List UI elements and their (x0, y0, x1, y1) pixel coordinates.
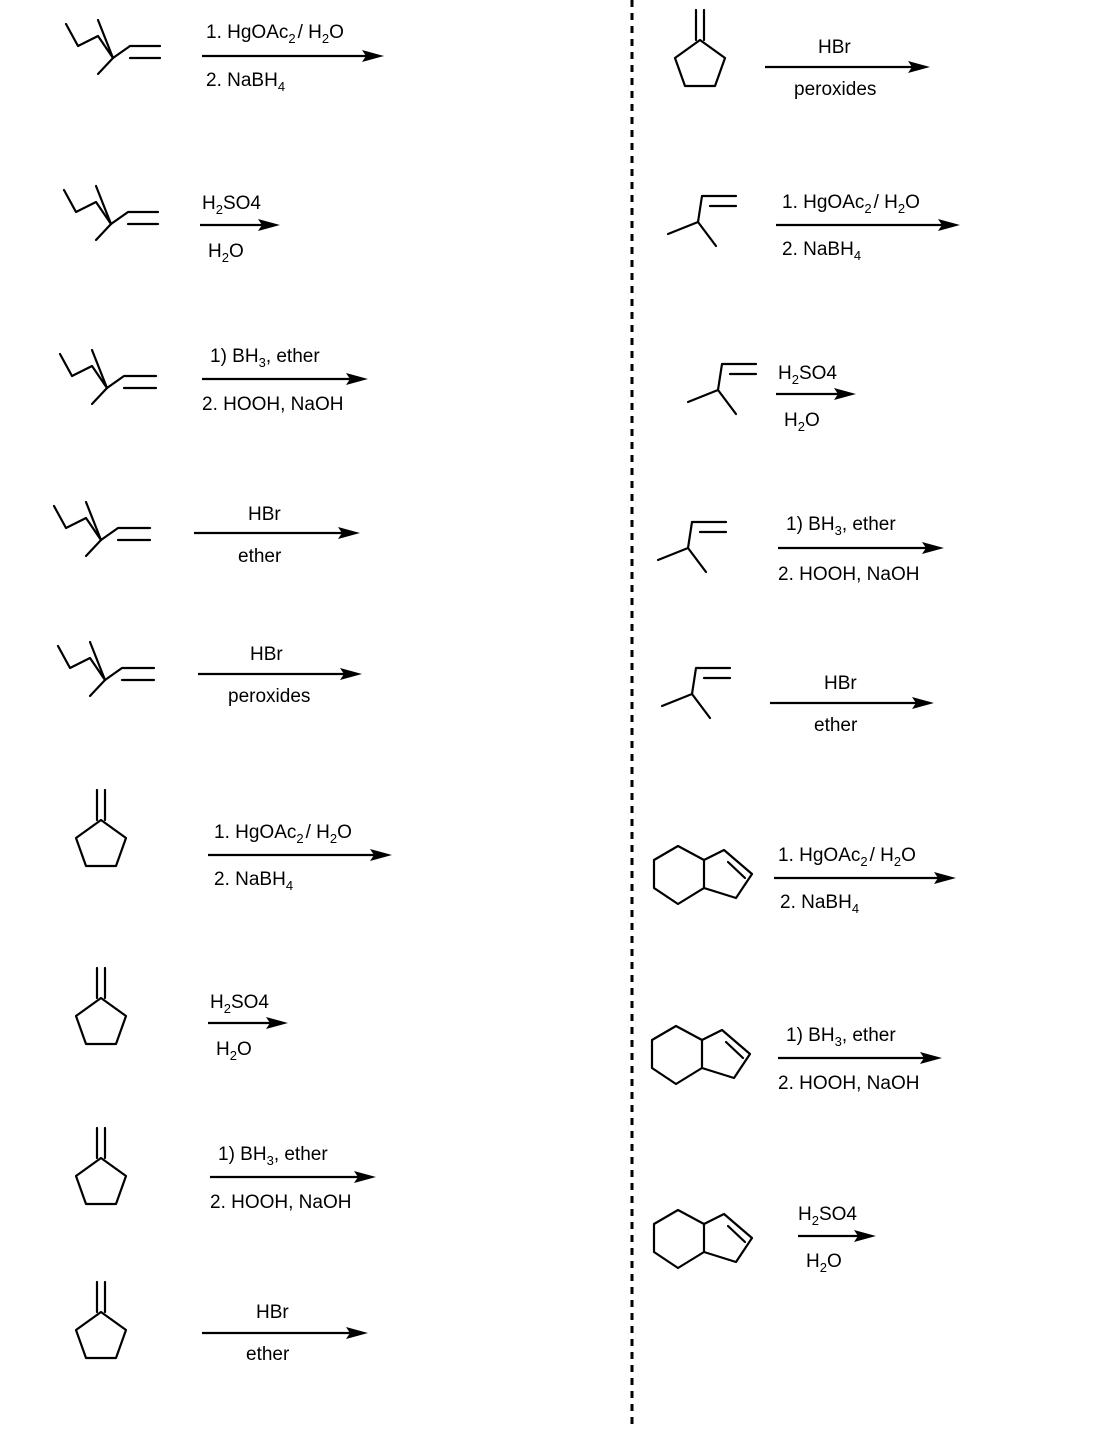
reaction-arrow (770, 697, 934, 709)
reaction-arrow (200, 219, 280, 231)
reaction-left-2 (64, 186, 280, 265)
molecule-methylenecyclopentane (76, 1128, 126, 1204)
reagent-bottom: ether (238, 546, 282, 567)
reagent-bottom: 2. NaBH$_4$ (782, 239, 862, 263)
reaction-right-6 (654, 845, 956, 916)
reaction-right-8 (654, 1204, 876, 1275)
reaction-right-7 (652, 1025, 942, 1094)
reagent-bottom: $H_2O$ (784, 410, 820, 434)
reaction-left-9 (76, 1282, 368, 1365)
reagent-bottom: peroxides (794, 79, 877, 100)
reaction-arrow (210, 1171, 376, 1183)
reagent-top: 1) $BH_3$, ether (210, 346, 320, 370)
molecule-methylenecyclopentane (76, 1282, 126, 1358)
molecule-methylenecyclopentane (675, 10, 725, 86)
reaction-right-4 (658, 514, 944, 585)
reaction-arrow (778, 1052, 942, 1064)
molecule-methylbutene (688, 364, 756, 414)
reaction-left-7 (76, 968, 288, 1063)
reagent-top: HBr (256, 1302, 289, 1323)
reagent-bottom: $H_2O$ (806, 1251, 842, 1275)
molecule-dimethylpentene (58, 642, 154, 696)
reagent-top: HBr (824, 673, 857, 694)
reaction-right-3 (688, 363, 856, 434)
reaction-right-1 (675, 10, 930, 100)
molecule-hexahydroindene (654, 1210, 752, 1268)
reaction-arrow (798, 1230, 876, 1242)
molecule-methylbutene (662, 668, 730, 718)
reaction-arrow (778, 542, 944, 554)
reaction-left-4 (54, 502, 360, 567)
reagent-top: $H_2SO4$ (202, 193, 261, 217)
reaction-arrow (776, 388, 856, 400)
reagent-bottom: 2. HOOH, NaOH (778, 564, 920, 585)
reaction-arrow (202, 50, 384, 62)
reaction-arrow (774, 872, 956, 884)
molecule-methylenecyclopentane (76, 790, 126, 866)
reagent-top: 1) $BH_3$, ether (786, 1025, 896, 1049)
reagent-top: $H_2SO4$ (778, 363, 837, 387)
reagent-bottom: 2. NaBH$_4$ (214, 869, 294, 893)
reagent-top: 1) $BH_3$, ether (218, 1144, 328, 1168)
reaction-left-6 (76, 790, 392, 893)
reaction-arrow (776, 219, 960, 231)
reaction-right-2 (668, 192, 960, 263)
reaction-arrow (202, 1327, 368, 1339)
molecule-hexahydroindene (654, 846, 752, 904)
reaction-arrow (208, 849, 392, 861)
molecule-methylenecyclopentane (76, 968, 126, 1044)
reagent-bottom: ether (814, 715, 858, 736)
reaction-left-5 (58, 642, 362, 707)
reagent-top: HBr (250, 644, 283, 665)
reagent-top: $H_2SO4$ (798, 1204, 857, 1228)
reaction-right-5 (662, 668, 934, 736)
reagent-bottom: 2. NaBH$_4$ (206, 70, 286, 94)
molecule-dimethylpentene (66, 20, 160, 74)
reagent-bottom: $H_2O$ (216, 1039, 252, 1063)
reagent-top: 1) $BH_3$, ether (786, 514, 896, 538)
reaction-arrow (208, 1017, 288, 1029)
molecule-methylbutene (668, 196, 736, 246)
reagent-bottom: 2. HOOH, NaOH (202, 394, 344, 415)
reaction-left-8 (76, 1128, 376, 1213)
molecule-dimethylpentene (64, 186, 158, 240)
reagent-top: HBr (248, 504, 281, 525)
reagent-bottom: peroxides (228, 686, 311, 707)
reagent-top: 1. HgOAc$_2$ / $H_2O$ (782, 192, 920, 216)
reaction-arrow (765, 61, 930, 73)
reagent-top: 1. HgOAc$_2$ / $H_2O$ (778, 845, 916, 869)
molecule-dimethylpentene (60, 350, 156, 404)
reagent-top: $H_2SO4$ (210, 992, 269, 1016)
reagent-bottom: 2. NaBH$_4$ (780, 892, 860, 916)
reagent-top: HBr (818, 37, 851, 58)
reaction-left-3 (60, 346, 368, 415)
reaction-left-1 (66, 20, 384, 94)
reaction-arrow (198, 668, 362, 680)
reagent-bottom: $H_2O$ (208, 241, 244, 265)
reagent-bottom: ether (246, 1344, 290, 1365)
molecule-hexahydroindene (652, 1026, 750, 1084)
reaction-arrow (202, 373, 368, 385)
reagent-top: 1. HgOAc$_2$ / $H_2O$ (214, 822, 352, 846)
reagent-top: 1. HgOAc$_2$ / $H_2O$ (206, 22, 344, 46)
reaction-arrow (194, 527, 360, 539)
molecule-methylbutene (658, 522, 726, 572)
reagent-bottom: 2. HOOH, NaOH (778, 1073, 920, 1094)
molecule-dimethylpentene (54, 502, 150, 556)
reagent-bottom: 2. HOOH, NaOH (210, 1192, 352, 1213)
